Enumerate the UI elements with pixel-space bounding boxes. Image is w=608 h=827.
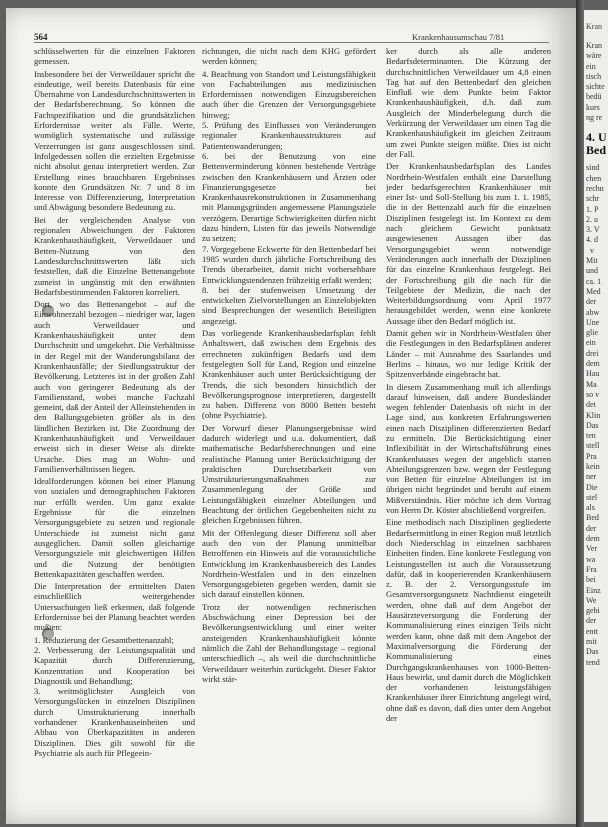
text-fragment-line: Das [586,420,599,430]
text-column-1 [34,46,195,818]
paragraph: Dort, wo das Bettenangebot – auf die Einwohnerzahl bezogen – niedriger war, lagen auch Verweildauer und Krankenhaushäufigkeit unter dem Durchschnitt und umgekehrt. Die Verhältnisse in der Regel mit der Wanderungsbilanz der Krankenhausfälle; der Siedlungsstruktur der Bevölkerung. Letzteres ist in der großen Zahl auch von geringerer Bedeutung als der Familienstand, wobei manche Fachzahl gemeint, daß der Anteil der Alleinstehenden in den Ballungsgebieten größer als in den ländlichen Bezirken ist. Die Zuordnung der Krankenhaushäufigkeit und Verweildauer erweist sich in dieser Weise als direkte Ursache. Dies mag an Wohn- und Familienverhältnissen liegen. [34,299,195,474]
text-fragment-line: Med [586,286,601,296]
text-fragment-line: wa [586,554,596,564]
text-fragment-line: mit [586,637,597,647]
text-fragment-line: sichte [586,82,605,92]
text-fragment-line: 4. d [586,235,598,245]
text-fragment-line: wäre [586,51,602,61]
book-gutter [576,0,584,827]
text-fragment-line: und [586,266,598,276]
text-fragment-line: We [586,595,597,605]
text-fragment-line: Fra [586,564,597,574]
text-fragment-line: der [586,297,597,307]
text-fragment-line: Ma [586,379,597,389]
paragraph: 1. Reduzierung der Gesamtbettenanzahl; 2. Verbesserung der Leistungsqualität und Kapazität durch Differenzierung, Konzentration und Kooperation bei Diagnostik und Behandlung; 3. weitmöglichster Ausgleich von Versorgungslücken in einzelnen Disziplinen durch Umstrukturierung innerhalb vorhandener Krankenhauseinheiten und Abbau von Überkapazitäten in anderen Disziplinen. Dies gilt sowohl für die Psychiatrie als auch für Pflegeein- [34,634,195,758]
left-page [6,8,576,824]
right-page-fragment [584,10,608,822]
text-fragment-line: Mit [586,256,598,266]
text-fragment-line: stell [586,441,600,451]
paragraph: Der Vorwurf dieser Planungsergebnisse wird dadurch widerlegt und u.a. dokumentiert, daß mathematische Bedarfsberechnungen und eine realistische Planung unter Berücksichtigung der praktischen Durchsetzbarkeit von Umstrukturierungsmaßnahmen zur Zusammenlegung der Größe und Leistungsfähigkeit einzelner Abteilungen und Beachtung der örtlichen Gegebenheiten nicht zu gleichen Ergebnissen führen. [202,422,376,526]
text-fragment-line: Pra [586,451,597,461]
text-fragment-line: kein [586,461,600,471]
text-fragment-line: ng re [586,113,603,123]
text-fragment-line: so v [586,389,600,399]
page-number: 564 [34,32,48,42]
text-fragment-line: bei [586,575,596,585]
text-fragment-line: Einz [586,585,601,595]
text-fragment-line: chen [586,173,602,183]
running-title: Krankenhausumschau 7/81 [412,32,505,42]
text-fragment-line: 3. V [586,225,600,235]
text-fragment-line: ein [586,338,596,348]
text-column-3 [386,46,551,818]
text-fragment-line: tend [586,657,600,667]
paragraph: Trotz der notwendigen rechnerischen Abschwächung einer Depression bei der Bevölkerungsentwicklung und einer weiter ansteigenden Krankenhaushäufigkeit könnte nämlich die Zahl der Behandlungstage – regional unterschiedlich –, als weil die durchschnittliche Verweildauer weiterhin zurückgeht. Dieser Faktor wirkt stär- [202,601,376,684]
text-fragment-line: tisch [586,71,602,81]
text-fragment-line: als [586,503,595,513]
text-fragment-line: schr [586,194,600,204]
text-fragment-line: ner [586,472,597,482]
paragraph: 4. Beachtung von Standort und Leistungsfähigkeit von Fachabteilungen aus medizinischen Erfordernissen notwendigen Einzugsbereichen auch über die Grenzen der Versorgungsgebiete hinweg; 5. Prüfung des Einflusses von Veränderungen regionaler Krankenhausstrukturen auf Patientenwanderungen; 6. bei der Benutzung von eine Bettenverminderung können bestehende Verträge zwischen den Krankenhäusern und Ärzten oder Finanzierungsgesetze bei Krankenhausrekonstruktionen in Zusammenhang mit Planungsgründen angemessene Planungsziele verzögern. Derartige Schwierigkeiten dürfen nicht dazu hindern, Listen für das jeweils Notwendige zu setzen; 7. Vorgegebene Eckwerte für den Bettenbedarf bei 1985 wurden durch jährliche Fortschreibung des Trends überarbeitet, damit nicht vorhersehbare Entwicklungstendenzen frühzeitig erfaßt werden; 8. bei der stufenweisen Umsetzung der entwickelten Zielvorstellungen an Einzelobjekten sind Besprechungen der wesentlich Beteiligten angezeigt. [202,68,376,326]
paragraph: Insbesondere bei der Verweildauer spricht die eindeutige, weil bereits Datenbasis für eine Übernahme von Landesdurchschnittswerten in der Bedarfsberechnung. So können die Fachspezifikation und die grundsätzlichen Erfordernisse weiter als Fälle. Werte, womöglich systematische und zulässige Verzerrungen ist ganz ausgeschlossen sind. Infolgedessen sollen die erzielten Ergebnisse nicht absolut genau interpretiert werden. Zur Erstellung eines brauchbaren Ergebnisses konnte den Grundsätzen Nr. 7 und 8 im Interesse von Differenzierung, Interpretation und Abwägung besondere Bedeutung zu. [34,68,195,213]
text-fragment-line: stel [586,492,598,502]
text-fragment-line: ten [586,431,596,441]
text-fragment-line: entt [586,626,598,636]
text-fragment-line: abw [586,307,600,317]
right-page-header: Kran [586,22,602,31]
text-fragment-line: Hau [586,369,600,379]
text-fragment-line: det [586,400,596,410]
text-fragment-line: glie [586,328,598,338]
paragraph: Bei der vergleichenden Analyse von regionalen Abweichungen der Faktoren Krankenhaushäufigkeit, Verweildauer und Betten-Nutzung von den Landesdurchschnittswerten läßt sich feststellen, daß die Einzelne Bettenangebote zumeist in ungünstig mit den erwähnten Bedarfsbestimmenden Faktoren korreliert. [34,214,195,297]
text-fragment-line: dem [586,359,600,369]
text-fragment-line: Kran [586,41,602,50]
header-rule [34,42,549,43]
right-page-top-lines [584,41,608,123]
paragraph: Das vorliegende Krankenhausbedarfsplan fehlt Anhaltswert, daß zwischen dem Ergebnis des errechneten zukünftigen Bedarfs und dem festgelegten Soll für Land, Region und einzelne Krankenhäuser auch unter Berücksichtigung der Trends, die sich besonders hinsichtlich der Bevölkerungsprognose interpretieren, dargestellt zu haben. Differenz von 8000 Betten besteht (ohne Psychiatrie). [202,328,376,421]
paragraph: ker durch als alle anderen Bedarfsdeterminanten. Die Kürzung der durchschnittlichen Verweildauer um 4,8 einen Tag hat auf den Bettenbedarf den gleichen Einfluß wie dem Punkte beim Faktor Krankenhaushäufigkeit, d.h. daß zum Ausgleich der Minderbelegung durch die Verkürzung der Verweildauer um einen Tag die Krankenhaushäufigkeit im gleichen Zeitraum um zwei Punkte steigen müßte. Dies ist nicht der Fall. [386,46,551,159]
paragraph: Mit der Offenlegung dieser Differenz soll aber auch den von der Planung unmittelbar Betroffenen ein Hinweis auf die voraussichtliche Entwicklung im Krankenhausbereich des Landes Nordrhein-Westfalen und in den einzelnen Versorgungsgebieten gegeben werden, damit sie sich darauf einstellen können. [202,527,376,600]
text-fragment-line: v [586,245,594,255]
text-fragment-line: 1. P [586,204,599,214]
text-fragment-line: ein [586,61,596,71]
paragraph: Die Interpretation der ermittelten Daten einschließlich weitergehender Untersuchungen ließ erkennen, daß folgende Erfordernisse bei der Planung beachtet werden mußten: [34,581,195,633]
text-fragment-line: drei [586,348,599,358]
text-fragment-line: rechn [586,183,604,193]
text-fragment-line: kurs [586,102,600,112]
paragraph: schlüsselwerten für die einzelnen Faktoren gemessen. [34,46,195,67]
paragraph: In diesem Zusammenhang muß ich allerdings darauf hinweisen, daß andere Bundesländer wegen fehlender Datenbasis oft nicht in der Lage sind, aus konkreten Erfahrungswerten einen nach Disziplinen differenzierten Bedarf zu ermitteln. Die Berücksichtigung einer Inflexibilität in der Wirtschaftsführung eines Krankenhauses wegen der angeblich starren Abteilungsgrenzen bzw. wegen der Festlegung von Betten für einzelne Abteilungen ist im übrigen nicht begründet und beruht auf einem Mißverständnis. Hier möchte ich dem Vortrag von Herrn Dr. Köster abschließend vorgreifen. [386,381,551,516]
paragraph: richtungen, die nicht nach dem KHG gefördert werden können; [202,46,376,67]
text-fragment-line: bedü [586,92,602,102]
text-fragment-line: Une [586,317,600,327]
text-fragment-line: dem [586,534,600,544]
text-fragment-line: Die [586,482,598,492]
paragraph: Der Krankenhausbedarfsplan des Landes Nordrhein-Westfalen enthält eine Darstellung jeder bedarfsgerechten Krankenhäuser mit einer Ist- und Soll-Stellung bis zum 1. 1. 1985, die in der Bettenzahl auch für die einzelnen Disziplinen festgelegt ist. Im Kontext zu dem nach gleichem Gewicht punktsatz ausgewiesenen Aussagen über das Versorgungsgebiet wenn notwendige Veränderungen auch innerhalb der Disziplinen für das einzelne Krankenhaus festgelegt. Bei der Fortschreibung gilt die nach für die Teilgebiete der Medizin, die nach der Weiterbildungsordnung vom April 1977 herausgebildet werden, wenn eine konkrete Aussage über den Bedarf möglich ist. [386,161,551,326]
text-fragment-line: der [586,523,597,533]
text-fragment-line: 2. u [586,214,598,224]
paragraph: Eine methodisch nach Disziplinen gegliederte Bedarfsermittlung in einer Region muß letztlich doch Niederschlag in einzelnen sachbaren Einheiten finden. Eine konkrete Festlegung von Leistungsstellen ist auch die Voraussetzung dafür, daß in kooperierenden Krankenhäusern z. B. der 2. Versorgungsstufe im Gesamtversorgungsnetz Nachtdienst eingeteilt werden, ohne daß auf dem Angebot der Hausärzteversorgung die Forderung der Kommunalisierung eines einzigen Teils nicht werden kann, ohne daß mit dem Angebot der Maximalversorgung die Förderung der Kommunalisierung eines Durchgangskrankenhauses von 1000-Betten-Haus bewirkt, und damit durch die Möglichkeit der vorhandenen leistungsfähigen Krankenhäuser ihrer Einrichtung angelegt wird, ohne daß es davon, daß dies unter dem Angebot der [386,517,551,723]
text-fragment-line: der [586,616,597,626]
paragraph: Idealforderungen können bei einer Planung von sozialen und demographischen Faktoren nur erfüllt werden. Um ganz exakte Ergebnisse für die einzelnen Versorgungsgebiete zu setzen und regionale Unterschiede ist zumeist nicht ganz ausgeglichen. Damit sollen gleichartige Versorgungsziele mit gleichwertigen Hilfen und die Nutzung der benötigten Bettenkapazitäten geschaffen werden. [34,476,195,579]
right-page-section-heading: 4. U Bed [586,130,607,158]
right-page-lower-lines [584,163,608,668]
text-fragment-line: Klin [586,410,601,420]
text-fragment-line: gebi [586,606,600,616]
text-fragment-line: Ver [586,544,598,554]
text-column-2 [202,46,376,818]
paragraph: Damit gehen wir in Nordrhein-Westfalen über die Festlegungen in den Bedarfsplänen anderer Länder – mit Ausnahme des Saarlandes und Berlins – hinaus, wo nur ledige Kritik der Spitzenverbände eingebracht hat. [386,328,551,380]
text-fragment-line: sind [586,163,600,173]
text-fragment-line: Das [586,647,599,657]
text-fragment-line: Bed [586,513,599,523]
text-fragment-line: ca. 1 [586,276,602,286]
